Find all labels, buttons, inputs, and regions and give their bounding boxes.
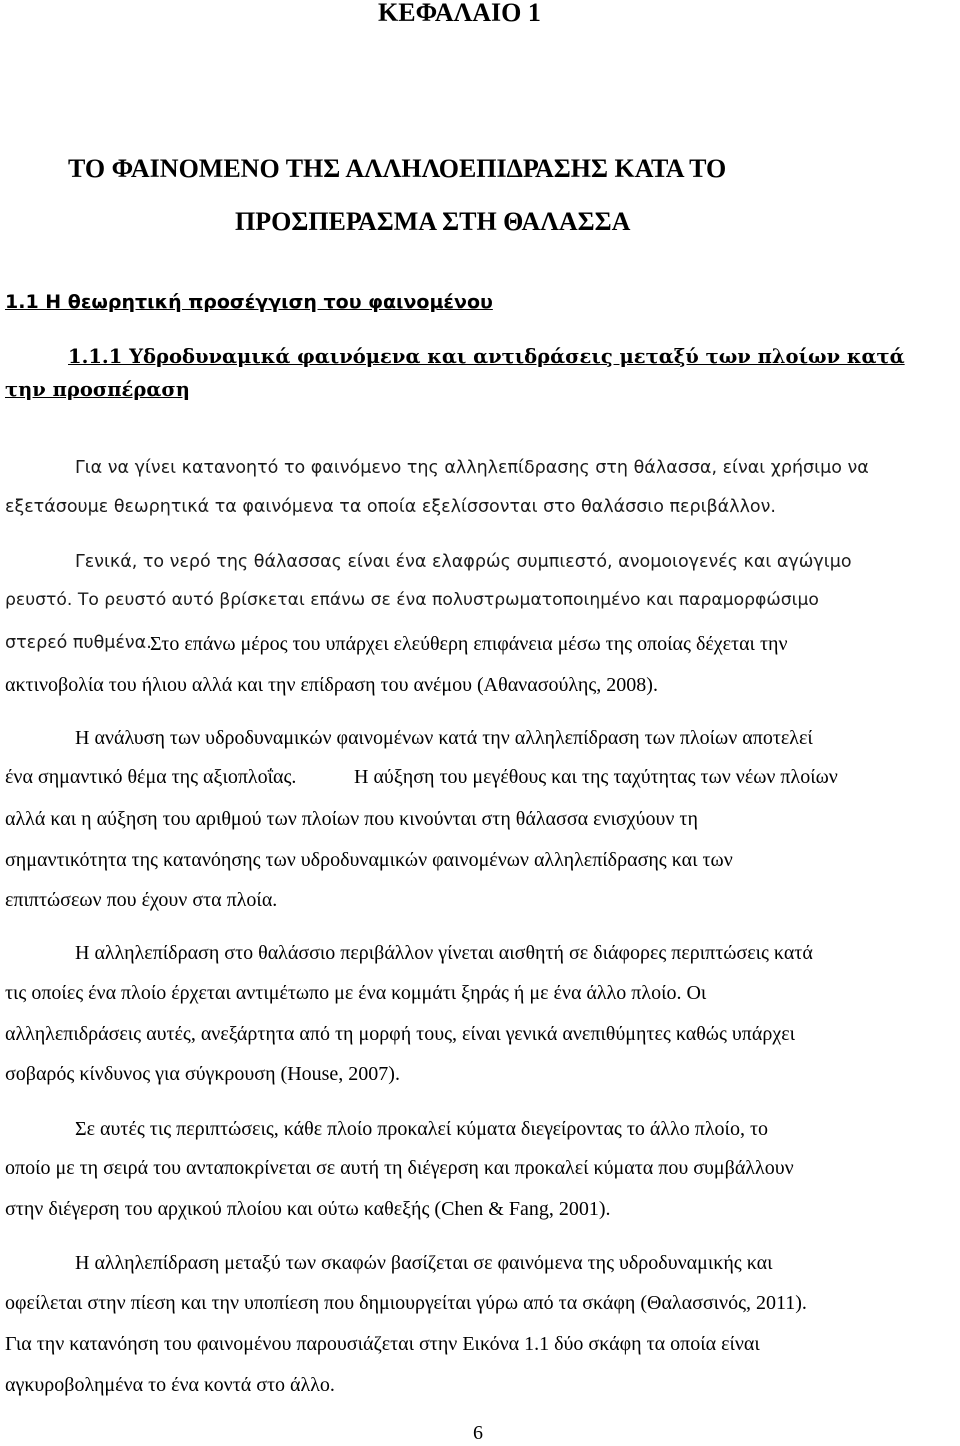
body-line: στην διέγερση του αρχικού πλοίου και ούτω καθεξής (Chen & Fang, 2001).: [5, 1198, 611, 1220]
body-line: τις οποίες ένα πλοίο έρχεται αντιμέτωπο με ένα κομμάτι ξηράς ή με ένα άλλο πλοίο. Οι: [5, 982, 707, 1004]
page-number: 6: [473, 1422, 483, 1444]
body-line: αλληλεπιδράσεις αυτές, ανεξάρτητα από τη μορφή τους, είναι γενικά ανεπιθύμητες καθώς υπάρχει: [5, 1023, 795, 1045]
body-line: Γενικά, το νερό της θάλασσας είναι ένα ελαφρώς συμπιεστό, ανομοιογενές και αγώγιμο: [75, 552, 852, 572]
body-line: στερεό πυθμένα.: [5, 633, 152, 653]
body-line: σημαντικότητα της κατανόησης των υδροδυναμικών φαινομένων αλληλεπίδρασης και των: [5, 849, 733, 871]
body-line: αλλά και η αύξηση του αριθμού των πλοίων που κινούνται στη θάλασσα ενισχύουν τη: [5, 808, 698, 830]
chapter-title-line-1: ΤΟ ΦΑΙΝΟΜΕΝΟ ΤΗΣ ΑΛΛΗΛΟΕΠΙΔΡΑΣΗΣ ΚΑΤΑ ΤΟ: [68, 154, 727, 183]
body-line: Για την κατανόηση του φαινομένου παρουσιάζεται στην Εικόνα 1.1 δύο σκάφη τα οποία είναι: [5, 1333, 760, 1355]
body-line: Για να γίνει κατανοητό το φαινόμενο της αλληλεπίδρασης στη θάλασσα, είναι χρήσιμο να: [75, 458, 869, 478]
body-line: οφείλεται στην πίεση και την υποπίεση που δημιουργείται γύρω από τα σκάφη (Θαλασσινός, 2011).: [5, 1292, 807, 1314]
body-line: Η ανάλυση των υδροδυναμικών φαινομένων κατά την αλληλεπίδραση των πλοίων αποτελεί: [75, 727, 813, 749]
section-heading-1-1: 1.1 Η θεωρητική προσέγγιση του φαινομένου: [5, 291, 493, 313]
body-line: Η αλληλεπίδραση μεταξύ των σκαφών βασίζεται σε φαινόμενα της υδροδυναμικής και: [75, 1252, 773, 1274]
body-line: Η αλληλεπίδραση στο θαλάσσιο περιβάλλον γίνεται αισθητή σε διάφορες περιπτώσεις κατά: [75, 942, 813, 964]
body-line: εξετάσουμε θεωρητικά τα φαινόμενα τα οποία εξελίσσονται στο θαλάσσιο περιβάλλον.: [5, 497, 776, 517]
chapter-title-line-2: ΠΡΟΣΠΕΡΑΣΜΑ ΣΤΗ ΘΑΛΑΣΣΑ: [235, 207, 631, 236]
body-line: σοβαρός κίνδυνος για σύγκρουση (House, 2007).: [5, 1063, 400, 1085]
body-line: αγκυροβολημένα το ένα κοντά στο άλλο.: [5, 1374, 335, 1396]
body-line: Η αύξηση του μεγέθους και της ταχύτητας των νέων πλοίων: [354, 766, 838, 788]
body-line: ακτινοβολία του ήλιου αλλά και την επίδραση του ανέμου (Αθανασούλης, 2008).: [5, 674, 658, 696]
body-line: Σε αυτές τις περιπτώσεις, κάθε πλοίο προκαλεί κύματα διεγείροντας το άλλο πλοίο, το: [75, 1118, 768, 1140]
body-line: Στο επάνω μέρος του υπάρχει ελεύθερη επιφάνεια μέσω της οποίας δέχεται την: [150, 633, 788, 655]
body-line: ένα σημαντικό θέμα της αξιοπλοΐας.: [5, 766, 297, 788]
chapter-heading: ΚΕΦΑΛΑΙΟ 1: [378, 0, 541, 27]
body-line: επιπτώσεων που έχουν στα πλοία.: [5, 889, 278, 911]
subsection-heading-line-2: την προσπέραση: [5, 378, 190, 401]
body-line: οποίο με τη σειρά του ανταποκρίνεται σε αυτή τη διέγερση και προκαλεί κύματα που συμβάλλουν: [5, 1157, 794, 1179]
body-line: ρευστό. Το ρευστό αυτό βρίσκεται επάνω σε ένα πολυστρωματοποιημένο και παραμορφώσιμο: [5, 590, 819, 610]
subsection-heading-line-1: 1.1.1 Υδροδυναμικά φαινόμενα και αντιδράσεις μεταξύ των πλοίων κατά: [68, 345, 905, 368]
